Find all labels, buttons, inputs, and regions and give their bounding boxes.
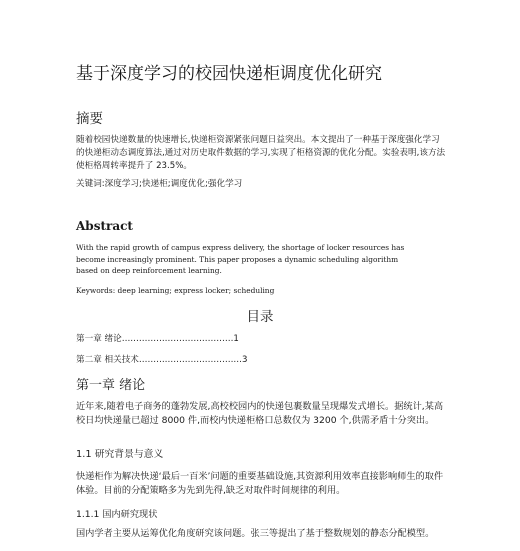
abstract-zh-heading: 摘要 — [76, 111, 103, 127]
abstract-en-heading: Abstract — [76, 219, 133, 233]
section-1-1-1-heading: 1.1.1 国内研究现状 — [76, 509, 158, 520]
keywords-en: Keywords: deep learning; express locker; scheduling — [76, 286, 275, 295]
toc-entry-page: 3 — [242, 355, 248, 365]
section-1-1-1-body: 国内学者主要从运筹优化角度研究该问题。张三等提出了基于整数规划的静态分配模型。 — [76, 528, 435, 539]
toc-entry-label: 第一章 绪论 — [76, 334, 122, 344]
toc-entry[interactable] — [76, 332, 239, 344]
toc-entry-label: 第二章 相关技术 — [76, 355, 139, 365]
paper-title: 基于深度学习的校园快递柜调度优化研究 — [76, 64, 382, 84]
toc-entry-leader: ………………………………… — [121, 334, 234, 344]
abstract-en-body: With the rapid growth of campus express delivery, the shortage of locker resources has become increasingly prominent. This paper proposes a dynamic scheduling algorithm based on deep reinforcement learning. — [76, 243, 405, 276]
toc-entry-page: 1 — [233, 334, 239, 344]
chapter-1-heading: 第一章 绪论 — [76, 378, 146, 393]
toc-entry-leader: ……………………………… — [138, 355, 243, 365]
section-1-1-body: 快递柜作为解决快递‘最后一百米’问题的重要基础设施,其资源利用效率直接影响师生的取件体验。目前的分配策略多为先到先得,缺乏对取件时间规律的利用。 — [76, 471, 444, 496]
toc-heading: 目录 — [246, 309, 274, 325]
section-1-1-heading: 1.1 研究背景与意义 — [76, 449, 164, 460]
toc-entry[interactable] — [76, 353, 247, 365]
chapter-1-body: 近年来,随着电子商务的蓬勃发展,高校校园内的快递包裹数量呈现爆发式增长。据统计,某高校日均快递量已超过 8000 件,而校内快递柜格口总数仅为 3200 个,供需矛盾十分突出。 — [76, 401, 444, 426]
abstract-zh-body: 随着校园快递数量的快速增长,快递柜资源紧张问题日益突出。本文提出了一种基于深度强化学习的快递柜动态调度算法,通过对历史取件数据的学习,实现了柜格资源的优化分配。实验表明,该方法使柜格周转率提升了 23.5%。 — [76, 135, 446, 171]
keywords-zh: 关键词:深度学习;快递柜;调度优化;强化学习 — [76, 179, 243, 189]
